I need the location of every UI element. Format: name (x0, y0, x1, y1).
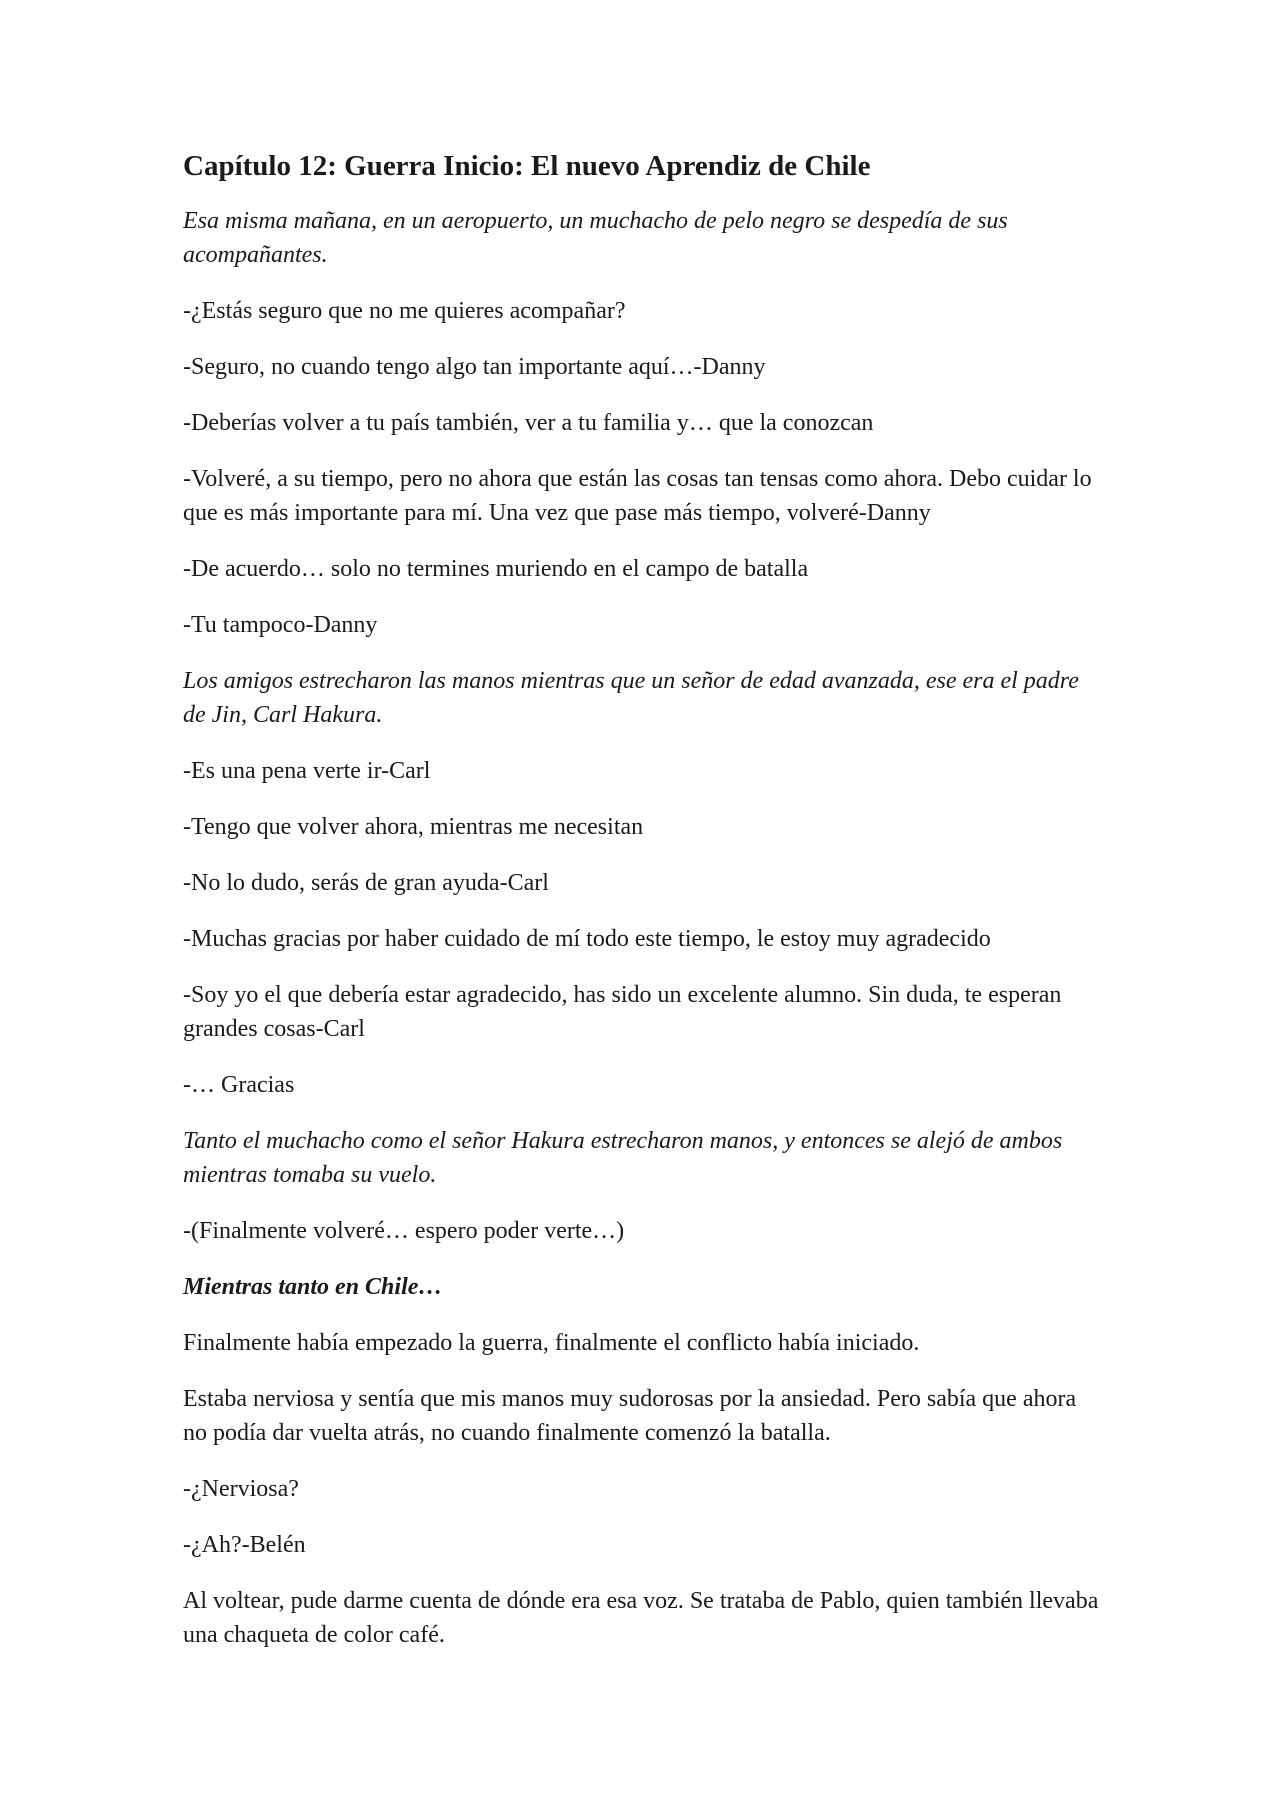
document-page (183, 148, 1103, 1674)
dialogue-line: -Seguro, no cuando tengo algo tan importante aquí…-Danny (183, 354, 766, 381)
narration-paragraph: Esa misma mañana, en un aeropuerto, un muchacho de pelo negro se despedía de sus acompañantes. (183, 208, 1008, 269)
dialogue-line: -Volveré, a su tiempo, pero no ahora que están las cosas tan tensas como ahora. Debo cuidar lo que es más importante para mí. Una vez que pase más tiempo, volveré-Danny (183, 466, 1092, 527)
narration-paragraph: Tanto el muchacho como el señor Hakura estrecharon manos, y entonces se alejó de ambos mientras tomaba su vuelo. (183, 1128, 1063, 1189)
narration-paragraph: Los amigos estrecharon las manos mientras que un señor de edad avanzada, ese era el padre de Jin, Carl Hakura. (183, 668, 1079, 729)
chapter-title: Capítulo 12: Guerra Inicio: El nuevo Aprendiz de Chile (183, 150, 871, 182)
dialogue-line: -… Gracias (183, 1072, 295, 1099)
body-paragraph: Finalmente había empezado la guerra, finalmente el conflicto había iniciado. (183, 1330, 920, 1357)
body-paragraph: Estaba nerviosa y sentía que mis manos muy sudorosas por la ansiedad. Pero sabía que ahora no podía dar vuelta atrás, no cuando finalmente comenzó la batalla. (183, 1386, 1077, 1447)
dialogue-line: -(Finalmente volveré… espero poder verte…) (183, 1218, 625, 1245)
scene-break-heading: Mientras tanto en Chile… (183, 1274, 443, 1301)
dialogue-line: -Muchas gracias por haber cuidado de mí todo este tiempo, le estoy muy agradecido (183, 926, 991, 953)
dialogue-line: -Tu tampoco-Danny (183, 612, 378, 639)
dialogue-line: -Deberías volver a tu país también, ver a tu familia y… que la conozcan (183, 410, 874, 437)
dialogue-line: -De acuerdo… solo no termines muriendo en el campo de batalla (183, 556, 809, 583)
body-paragraph: Al voltear, pude darme cuenta de dónde era esa voz. Se trataba de Pablo, quien también llevaba una chaqueta de color café. (183, 1588, 1099, 1649)
dialogue-line: -¿Ah?-Belén (183, 1532, 306, 1559)
dialogue-line: -Es una pena verte ir-Carl (183, 758, 431, 785)
dialogue-line: -¿Estás seguro que no me quieres acompañar? (183, 298, 626, 325)
dialogue-line: -¿Nerviosa? (183, 1476, 299, 1503)
dialogue-line: -No lo dudo, serás de gran ayuda-Carl (183, 870, 549, 897)
dialogue-line: -Soy yo el que debería estar agradecido, has sido un excelente alumno. Sin duda, te esperan grandes cosas-Carl (183, 982, 1062, 1043)
dialogue-line: -Tengo que volver ahora, mientras me necesitan (183, 814, 644, 841)
